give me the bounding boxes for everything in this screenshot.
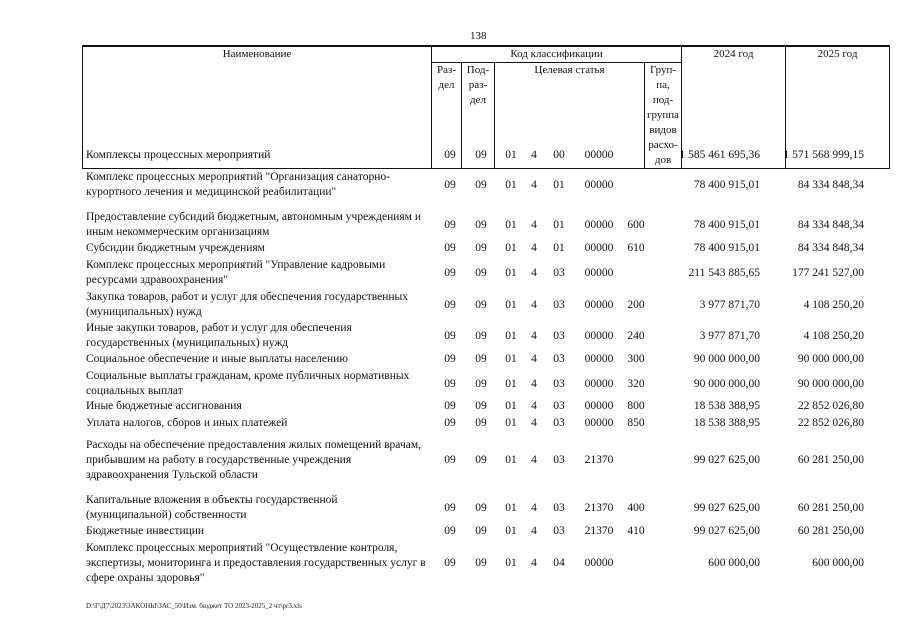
cell-r: 09: [444, 353, 456, 365]
cell-r: 09: [444, 219, 456, 231]
cell-t1: 01: [505, 149, 517, 161]
cell-y2: 84 334 848,34: [797, 179, 864, 191]
cell-t4: 21370: [584, 502, 614, 514]
cell-t2: 4: [531, 353, 537, 365]
header-podrazdel: Под- раз- дел: [462, 63, 495, 169]
cell-t2: 4: [531, 179, 537, 191]
table-row: [86, 524, 866, 539]
cell-t3: 04: [553, 557, 565, 569]
row-name: Предоставление субсидий бюджетным, автономным учреждениям и иным некоммерческим организациям: [86, 211, 421, 238]
cell-t4: 00000: [584, 378, 614, 390]
cell-t4: 00000: [584, 219, 614, 231]
cell-t1: 01: [505, 299, 517, 311]
row-name: Комплекс процессных мероприятий "Организация санаторно-курортного лечения и медицинской реабилитации": [86, 171, 390, 198]
row-name: Иные бюджетные ассигнования: [86, 400, 242, 412]
cell-t2: 4: [531, 417, 537, 429]
row-name: Закупка товаров, работ и услуг для обеспечения государственных (муниципальных) нужд: [86, 291, 409, 318]
cell-r: 09: [444, 330, 456, 342]
cell-t1: 01: [505, 417, 517, 429]
cell-t4: 00000: [584, 242, 614, 254]
cell-r: 09: [444, 525, 456, 537]
cell-y1: 90 000 000,00: [693, 378, 760, 390]
cell-pr: 09: [475, 557, 487, 569]
cell-t1: 01: [505, 353, 517, 365]
cell-y2: 84 334 848,34: [797, 242, 864, 254]
cell-t1: 01: [505, 330, 517, 342]
table-row: [86, 416, 866, 431]
cell-y1: 600 000,00: [708, 557, 760, 569]
cell-t4: 21370: [584, 525, 614, 537]
table-row: [86, 369, 866, 399]
cell-r: 09: [444, 242, 456, 254]
page-number: 138: [470, 30, 487, 42]
row-name: Субсидии бюджетным учреждениям: [86, 242, 265, 254]
cell-t3: 03: [553, 502, 565, 514]
cell-t2: 4: [531, 219, 537, 231]
cell-pr: 09: [475, 378, 487, 390]
cell-t2: 4: [531, 502, 537, 514]
cell-pr: 09: [475, 242, 487, 254]
cell-t1: 01: [505, 502, 517, 514]
cell-y2: 90 000 000,00: [797, 353, 864, 365]
table-row: [86, 148, 866, 163]
cell-t4: 00000: [584, 557, 614, 569]
cell-t1: 01: [505, 378, 517, 390]
cell-t3: 03: [553, 353, 565, 365]
cell-t3: 03: [553, 454, 565, 466]
cell-t3: 00: [553, 149, 565, 161]
cell-y1: 99 027 625,00: [693, 525, 760, 537]
cell-pr: 09: [475, 525, 487, 537]
cell-t3: 03: [553, 267, 565, 279]
table-row: [86, 541, 866, 586]
cell-y1: 3 977 871,70: [699, 330, 760, 342]
cell-t3: 01: [553, 179, 565, 191]
header-razdel: Раз- дел: [432, 63, 462, 169]
cell-pr: 09: [475, 353, 487, 365]
cell-y2: 60 281 250,00: [797, 502, 864, 514]
cell-t3: 03: [553, 417, 565, 429]
cell-r: 09: [444, 299, 456, 311]
cell-t2: 4: [531, 149, 537, 161]
cell-t4: 00000: [584, 330, 614, 342]
cell-y2: 90 000 000,00: [797, 378, 864, 390]
cell-y1: 78 400 915,01: [693, 219, 760, 231]
table-row: [86, 290, 866, 320]
cell-y2: 22 852 026,80: [797, 400, 864, 412]
cell-y1: 99 027 625,00: [693, 454, 760, 466]
cell-pr: 09: [475, 149, 487, 161]
cell-pr: 09: [475, 267, 487, 279]
cell-t2: 4: [531, 242, 537, 254]
cell-g: 320: [627, 378, 645, 390]
cell-pr: 09: [475, 330, 487, 342]
cell-y2: 1 571 568 999,15: [783, 149, 864, 161]
cell-g: 400: [627, 502, 645, 514]
table-row: [86, 399, 866, 414]
cell-y1: 18 538 388,95: [693, 417, 760, 429]
cell-pr: 09: [475, 179, 487, 191]
row-name: Расходы на обеспечение предоставления жилых помещений врачам, прибывшим на работу в государственные учреждения здравоохранения Тульской области: [86, 439, 421, 481]
cell-t3: 03: [553, 400, 565, 412]
header-year-2024: 2024 год: [682, 46, 786, 169]
cell-y2: 84 334 848,34: [797, 219, 864, 231]
cell-r: 09: [444, 179, 456, 191]
cell-t2: 4: [531, 378, 537, 390]
row-name: Комплексы процессных мероприятий: [86, 149, 271, 161]
cell-y2: 60 281 250,00: [797, 454, 864, 466]
table-row: [86, 210, 866, 240]
table-row: [86, 438, 866, 483]
cell-pr: 09: [475, 299, 487, 311]
cell-t2: 4: [531, 525, 537, 537]
cell-g: 300: [627, 353, 645, 365]
cell-t3: 03: [553, 330, 565, 342]
cell-y1: 211 543 885,65: [688, 267, 760, 279]
cell-r: 09: [444, 378, 456, 390]
table-row: [86, 170, 866, 200]
cell-y1: 99 027 625,00: [693, 502, 760, 514]
cell-pr: 09: [475, 417, 487, 429]
cell-t4: 00000: [584, 149, 614, 161]
cell-t2: 4: [531, 267, 537, 279]
header-target-article: Целевая статья: [495, 63, 645, 169]
cell-y1: 18 538 388,95: [693, 400, 760, 412]
cell-y1: 78 400 915,01: [693, 179, 760, 191]
cell-y2: 4 108 250,20: [803, 330, 864, 342]
cell-y2: 600 000,00: [812, 557, 864, 569]
cell-g: 240: [627, 330, 645, 342]
cell-g: 600: [627, 219, 645, 231]
cell-r: 09: [444, 267, 456, 279]
cell-g: 410: [627, 525, 645, 537]
row-name: Капитальные вложения в объекты государственной (муниципальной) собственности: [86, 494, 338, 521]
cell-t4: 00000: [584, 267, 614, 279]
header-code-classification: Код классификации: [432, 46, 682, 63]
cell-t1: 01: [505, 400, 517, 412]
cell-t2: 4: [531, 557, 537, 569]
table-row: [86, 241, 866, 256]
cell-y2: 22 852 026,80: [797, 417, 864, 429]
cell-g: 610: [627, 242, 645, 254]
row-name: Бюджетные инвестиции: [86, 525, 205, 537]
cell-t4: 00000: [584, 353, 614, 365]
cell-r: 09: [444, 149, 456, 161]
cell-y2: 60 281 250,00: [797, 525, 864, 537]
file-path-footer: D:\Г\Д7\2023\ЗАКОНЫ\ЗАС_50\Изм. бюджет ТО 2023-2025_2 чт\pr3.xls: [86, 602, 302, 610]
cell-y1: 90 000 000,00: [693, 353, 760, 365]
cell-t4: 00000: [584, 400, 614, 412]
cell-g: 200: [627, 299, 645, 311]
row-name: Иные закупки товаров, работ и услуг для обеспечения государственных (муниципальных) нужд: [86, 322, 352, 349]
header-group: Груп- па, под- группа видов расхо- дов: [645, 63, 682, 169]
cell-t3: 03: [553, 378, 565, 390]
row-name: Уплата налогов, сборов и иных платежей: [86, 417, 288, 429]
cell-pr: 09: [475, 454, 487, 466]
cell-r: 09: [444, 400, 456, 412]
header-year-2025: 2025 год: [786, 46, 890, 169]
table-row: [86, 352, 866, 367]
cell-r: 09: [444, 557, 456, 569]
cell-g: 800: [627, 400, 645, 412]
cell-t4: 21370: [584, 454, 614, 466]
cell-t1: 01: [505, 557, 517, 569]
cell-r: 09: [444, 502, 456, 514]
cell-t3: 01: [553, 219, 565, 231]
cell-y1: 78 400 915,01: [693, 242, 760, 254]
row-name: Социальные выплаты гражданам, кроме публичных нормативных социальных выплат: [86, 370, 410, 397]
header-name: Наименование: [83, 46, 432, 169]
cell-t1: 01: [505, 454, 517, 466]
cell-t4: 00000: [584, 299, 614, 311]
cell-t2: 4: [531, 330, 537, 342]
cell-t1: 01: [505, 525, 517, 537]
row-name: Комплекс процессных мероприятий "Осуществление контроля, экспертизы, мониторинга и предоставления государственных услуг в сфере охраны здоровья": [86, 542, 426, 584]
cell-y2: 177 241 527,00: [792, 267, 864, 279]
cell-pr: 09: [475, 502, 487, 514]
cell-t4: 00000: [584, 417, 614, 429]
cell-pr: 09: [475, 219, 487, 231]
cell-t1: 01: [505, 242, 517, 254]
cell-y1: 3 977 871,70: [699, 299, 760, 311]
cell-pr: 09: [475, 400, 487, 412]
cell-g: 850: [627, 417, 645, 429]
cell-r: 09: [444, 417, 456, 429]
cell-t3: 01: [553, 242, 565, 254]
cell-t2: 4: [531, 299, 537, 311]
cell-t2: 4: [531, 400, 537, 412]
table-row: [86, 321, 866, 351]
table-row: [86, 258, 866, 288]
cell-t1: 01: [505, 267, 517, 279]
row-name: Социальное обеспечение и иные выплаты населению: [86, 353, 348, 365]
cell-y2: 4 108 250,20: [803, 299, 864, 311]
cell-t1: 01: [505, 219, 517, 231]
cell-t1: 01: [505, 179, 517, 191]
cell-y1: 1 585 461 695,36: [679, 149, 760, 161]
cell-t4: 00000: [584, 179, 614, 191]
cell-t3: 03: [553, 299, 565, 311]
cell-t3: 03: [553, 525, 565, 537]
table-row: [86, 493, 866, 523]
cell-r: 09: [444, 454, 456, 466]
cell-t2: 4: [531, 454, 537, 466]
row-name: Комплекс процессных мероприятий "Управление кадровыми ресурсами здравоохранения": [86, 259, 386, 286]
